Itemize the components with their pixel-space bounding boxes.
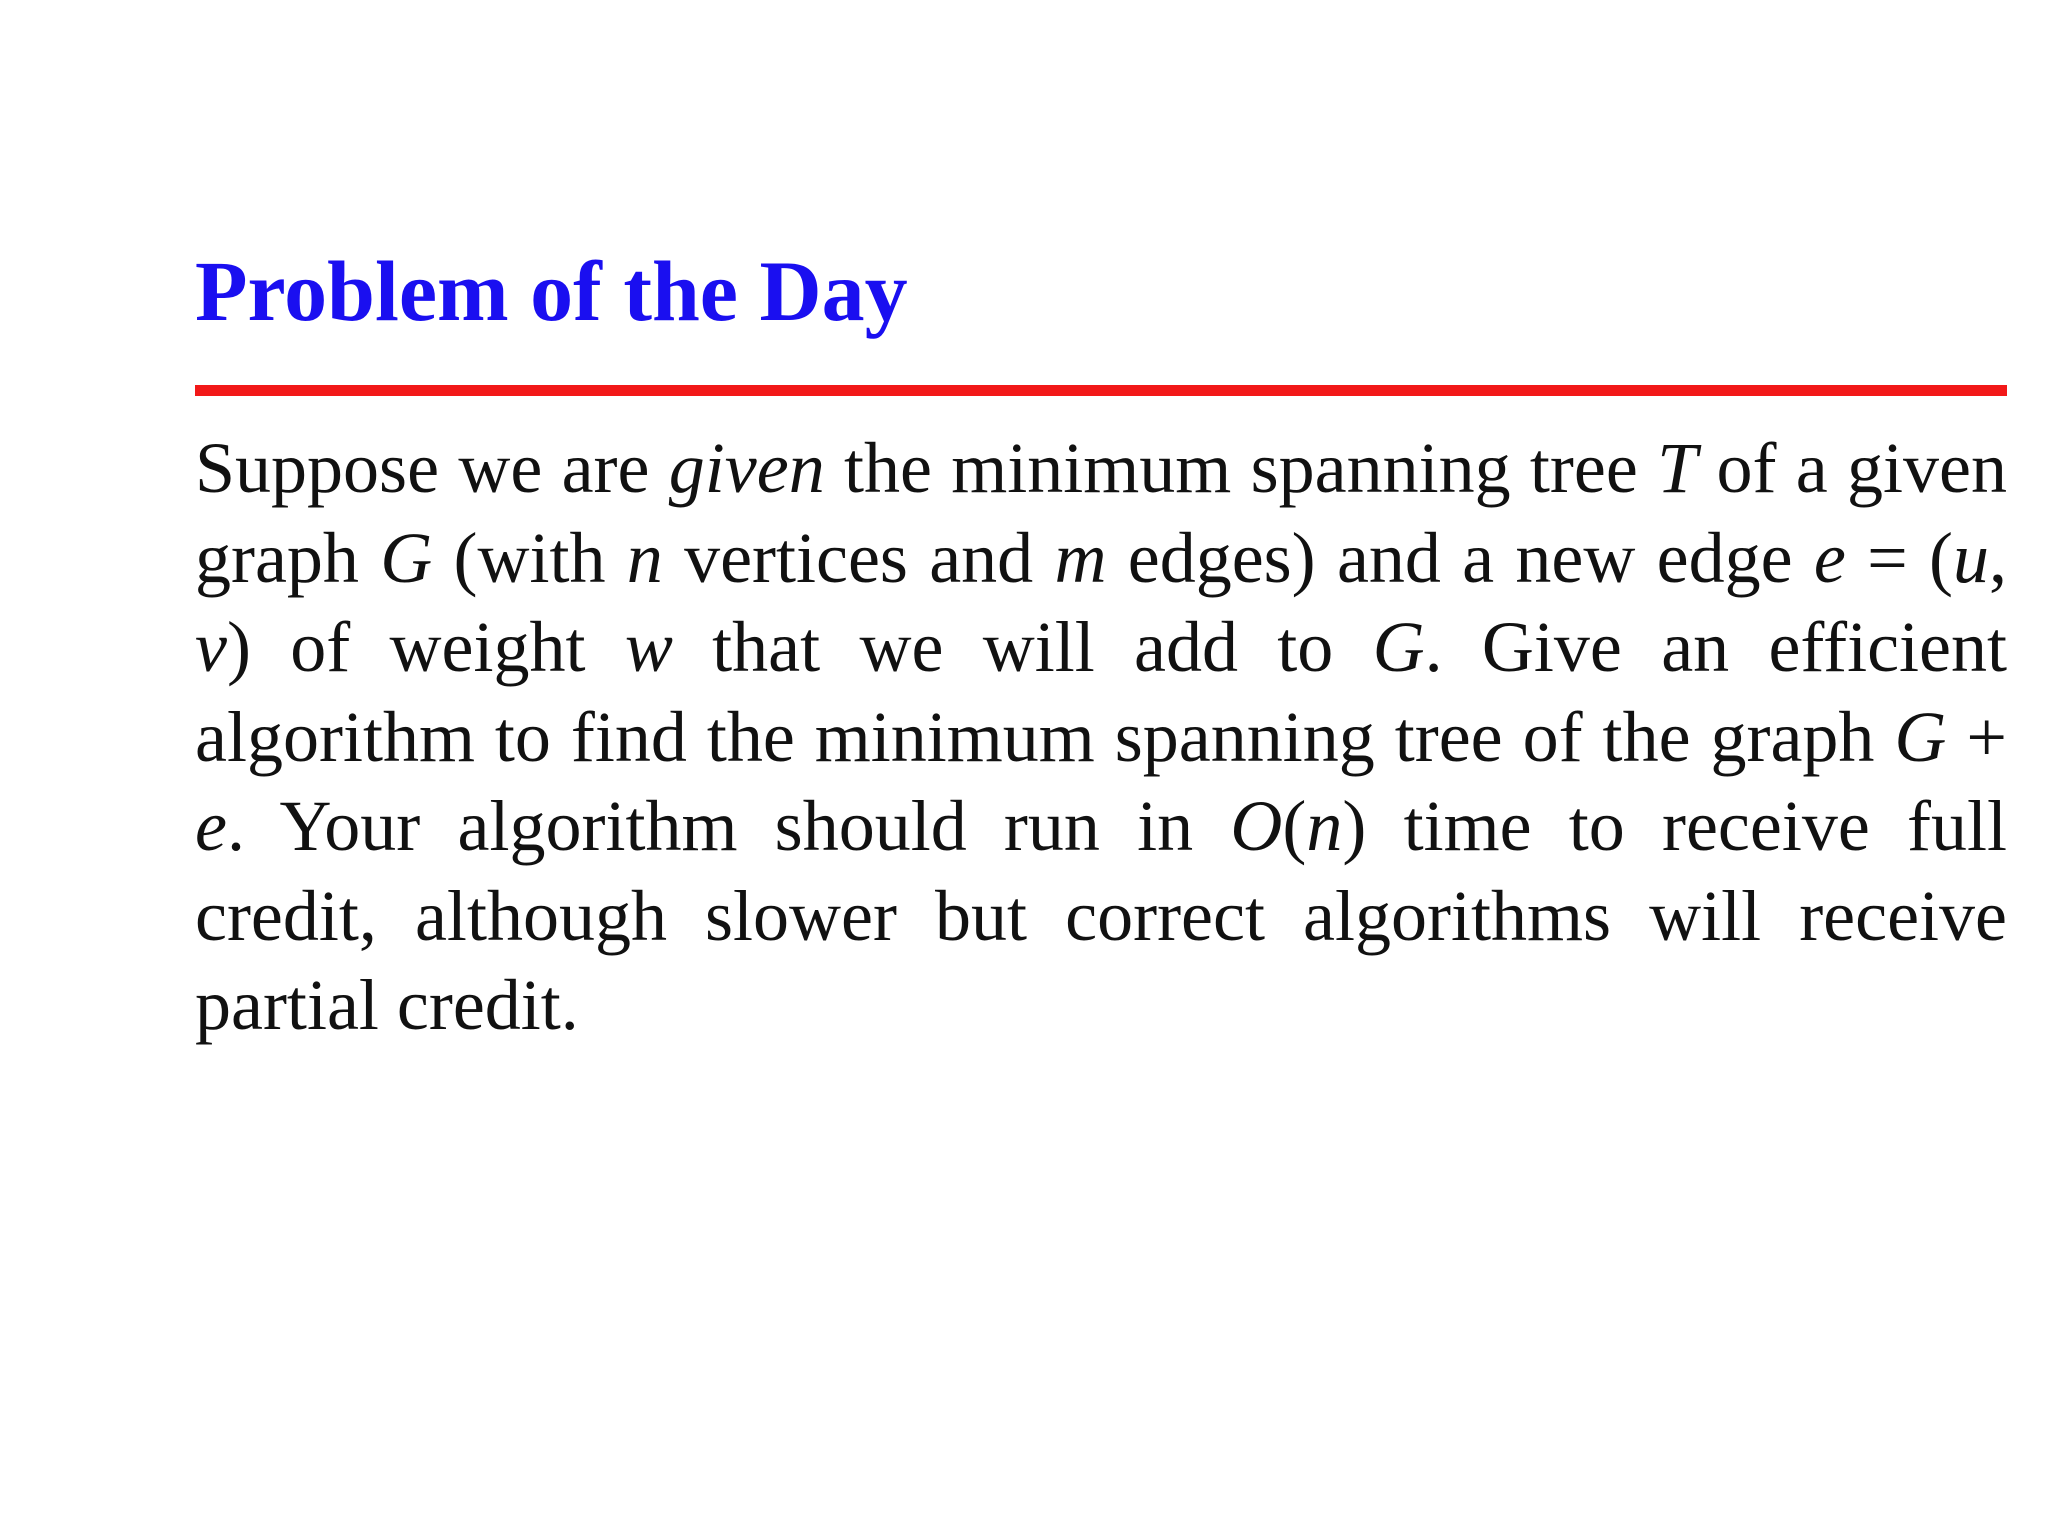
text-run: . Your algorithm should run in	[226, 786, 1231, 866]
math-variable: G	[1894, 696, 1947, 777]
slide-title: Problem of the Day	[195, 243, 908, 339]
text-run: of weight	[250, 607, 625, 687]
text-run: time to receive full credit, although slower but correct algorithms will receive partial credit.	[195, 786, 2008, 1045]
text-run: the minimum spanning tree	[824, 428, 1658, 508]
math-variable: n	[626, 517, 663, 598]
math-variable: T	[1657, 428, 1698, 508]
math-symbol: +	[1946, 696, 2007, 777]
text-run: of a given graph	[195, 428, 2007, 598]
math-variable: m	[1054, 517, 1107, 598]
text-run: Suppose we are	[195, 428, 669, 508]
math-variable: u	[1953, 517, 1989, 598]
math-symbol: = (	[1845, 517, 1953, 598]
text-run: edges) and a new edge	[1106, 517, 1814, 598]
math-symbol: )	[1342, 786, 1367, 866]
math-variable: e	[1813, 517, 1846, 598]
math-variable: O	[1230, 786, 1283, 866]
math-variable: n	[1306, 786, 1343, 866]
problem-statement	[195, 424, 2007, 1051]
math-variable: G	[380, 517, 433, 598]
math-symbol: (	[1282, 786, 1307, 866]
math-variable: v	[195, 607, 227, 687]
emphasis-text: given	[668, 428, 825, 508]
text-run: that we will add to	[672, 607, 1373, 687]
math-variable: w	[624, 607, 673, 687]
text-run: vertices and	[662, 517, 1055, 598]
math-symbol: )	[226, 607, 251, 687]
text-run: . Give an efficient algorithm to find the minimum spanning tree of the graph	[195, 607, 2008, 777]
math-variable: G	[1372, 607, 1425, 687]
title-divider	[195, 385, 2007, 396]
math-variable: e	[195, 786, 227, 866]
math-symbol: ,	[1989, 517, 2007, 598]
text-run: (with	[432, 517, 627, 598]
